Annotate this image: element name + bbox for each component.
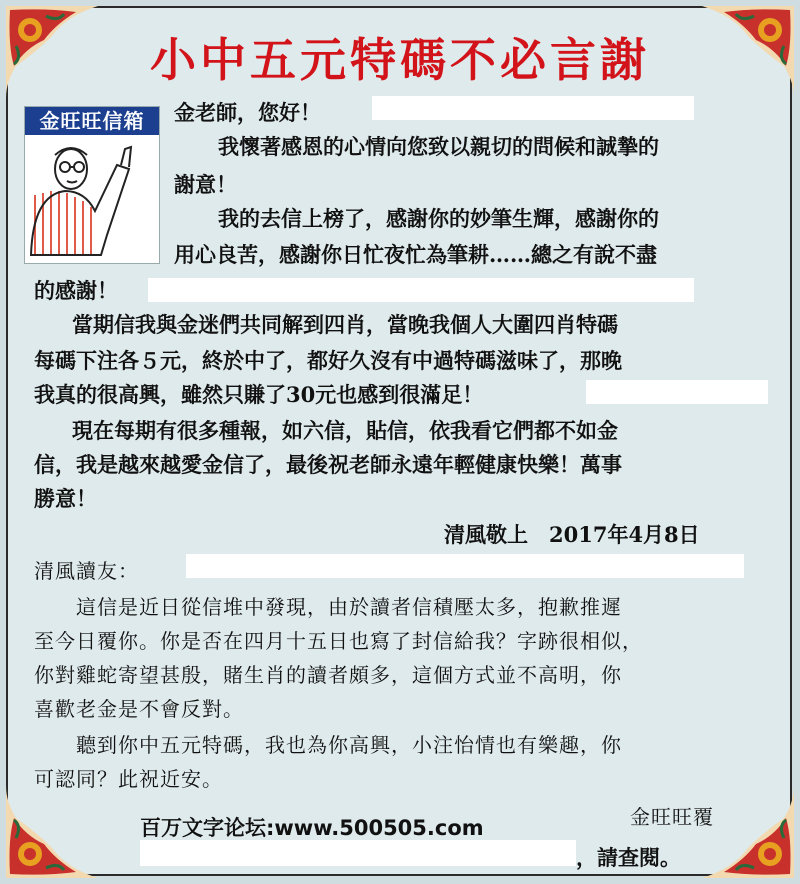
- reply-signature: 金旺旺覆: [630, 805, 714, 829]
- letter-line: 我懷著感恩的心情向您致以親切的問候和誠摯的: [218, 134, 659, 159]
- reply-line: 至今日覆你。你是否在四月十五日也寫了封信給我？字跡很相似，: [34, 629, 643, 653]
- letter-line: 勝意！: [34, 486, 97, 511]
- redaction-strip: [148, 278, 694, 302]
- column-logo-banner: 金旺旺信箱: [25, 107, 159, 135]
- letter-line: 的感謝！: [34, 278, 118, 303]
- letter-line: 我真的很高興，雖然只賺了30元也感到很滿足！: [34, 382, 484, 407]
- redaction-strip: [372, 96, 694, 120]
- letter-line: 現在每期有很多種報，如六信，貼信，依我看它們都不如金: [72, 418, 618, 443]
- reply-line: 這信是近日從信堆中發現，由於讀者信積壓太多，抱歉推遲: [76, 595, 622, 619]
- corner-ornament-bottom-left: [6, 786, 98, 878]
- page-title: 小中五元特碼不必言謝: [150, 33, 650, 87]
- letter-line: 謝意！: [174, 172, 237, 197]
- corner-ornament-bottom-right: [702, 786, 794, 878]
- letter-line: 每碼下注各５元，終於中了，都好久沒有中過特碼滋味了，那晚: [34, 348, 622, 373]
- letter-line: 我的去信上榜了，感謝你的妙筆生輝，感謝你的: [218, 206, 659, 231]
- redaction-strip: [186, 554, 744, 578]
- letter-salutation: 金老師，您好！: [174, 100, 321, 125]
- letter-line: 信，我是越來越愛金信了，最後祝老師永遠年輕健康快樂！萬事: [34, 452, 622, 477]
- letter-line: 用心良苦，感謝你日忙夜忙為筆耕……總之有說不盡: [174, 242, 657, 267]
- letter-signature: 清風敬上 2017年4月8日: [444, 522, 700, 547]
- footer-site: 百万文字论坛:www.500505.com: [140, 816, 484, 840]
- column-logo: [24, 106, 160, 264]
- reply-line: 喜歡老金是不會反對。: [34, 697, 244, 721]
- teacher-illustration: [25, 135, 157, 261]
- reply-line: 聽到你中五元特碼，我也為你高興，小注怡情也有樂趣，你: [76, 733, 622, 757]
- redaction-strip: [140, 840, 576, 866]
- letter-line: 當期信我與金迷們共同解到四肖，當晚我個人大圍四肖特碼: [72, 312, 618, 337]
- reply-line: 你對雞蛇寄望甚殷，賭生肖的讀者頗多，這個方式並不高明，你: [34, 663, 622, 687]
- reply-salutation: 清風讀友：: [34, 559, 139, 583]
- redaction-strip: [586, 380, 768, 404]
- reply-line: 可認同？此祝近安。: [34, 767, 223, 791]
- footer-note: ，請查閱。: [576, 846, 681, 870]
